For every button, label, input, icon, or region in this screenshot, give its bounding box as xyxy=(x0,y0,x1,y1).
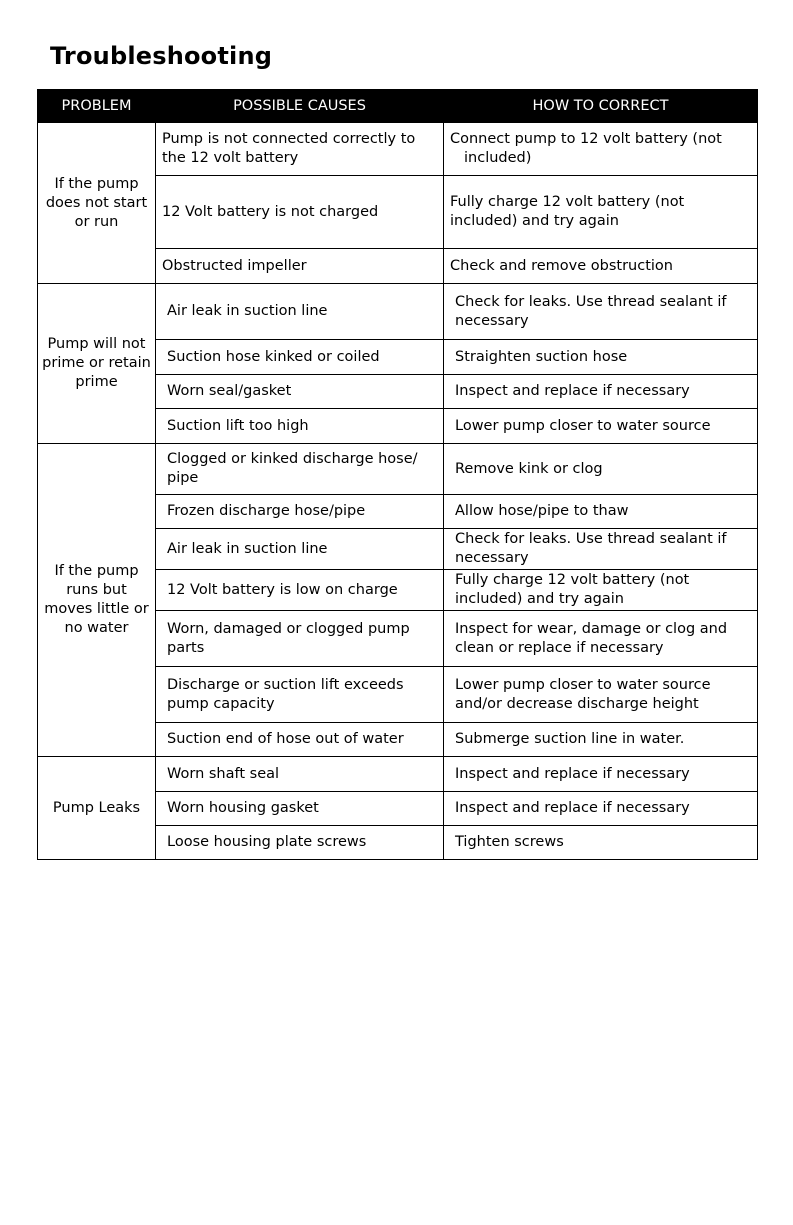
cause-cell: Air leak in suction line xyxy=(156,284,444,340)
cause-cell: Pump is not connected correctly to the 12 volt battery xyxy=(156,123,444,176)
cause-cell: Frozen discharge hose/pipe xyxy=(156,495,444,529)
cause-cell: Worn housing gasket xyxy=(156,792,444,826)
correct-cell: Lower pump closer to water source xyxy=(444,409,758,444)
troubleshooting-table xyxy=(37,89,758,860)
cause-cell: Worn seal/gasket xyxy=(156,375,444,409)
table-row xyxy=(38,757,758,792)
cause-cell: Air leak in suction line xyxy=(156,529,444,570)
correct-cell: Remove kink or clog xyxy=(444,444,758,495)
problem-cell: Pump Leaks xyxy=(38,757,156,860)
header-row xyxy=(38,90,758,123)
page-title: Troubleshooting xyxy=(50,42,273,70)
correct-cell: Straighten suction hose xyxy=(444,340,758,375)
correct-cell: Inspect and replace if necessary xyxy=(444,375,758,409)
problem-cell: If the pump runs but moves little or no water xyxy=(38,444,156,757)
correct-cell: Fully charge 12 volt battery (not included) and try again xyxy=(444,570,758,611)
cause-cell: Loose housing plate screws xyxy=(156,826,444,860)
cause-cell: Suction hose kinked or coiled xyxy=(156,340,444,375)
problem-cell: If the pump does not start or run xyxy=(38,123,156,284)
table-row xyxy=(38,444,758,495)
group-pump-does-not-start xyxy=(38,123,758,284)
correct-cell: Fully charge 12 volt battery (not included) and try again xyxy=(444,176,758,249)
cause-cell: 12 Volt battery is low on charge xyxy=(156,570,444,611)
cause-cell: Worn shaft seal xyxy=(156,757,444,792)
table-header xyxy=(38,90,758,123)
correct-cell: Tighten screws xyxy=(444,826,758,860)
group-pump-will-not-prime xyxy=(38,284,758,444)
correct-cell: Check for leaks. Use thread sealant if necessary xyxy=(444,284,758,340)
correct-cell: Allow hose/pipe to thaw xyxy=(444,495,758,529)
problem-cell: Pump will not prime or retain prime xyxy=(38,284,156,444)
cause-cell: Suction end of hose out of water xyxy=(156,723,444,757)
cause-cell: Clogged or kinked discharge hose/ pipe xyxy=(156,444,444,495)
correct-cell: Inspect for wear, damage or clog and clean or replace if necessary xyxy=(444,611,758,667)
cause-cell: Suction lift too high xyxy=(156,409,444,444)
correct-cell: Lower pump closer to water source and/or decrease discharge height xyxy=(444,667,758,723)
cause-cell: Obstructed impeller xyxy=(156,249,444,284)
correct-cell: Connect pump to 12 volt battery (not included) xyxy=(444,123,758,176)
cause-cell: Worn, damaged or clogged pump parts xyxy=(156,611,444,667)
table-row xyxy=(38,123,758,176)
header-how-to-correct: HOW TO CORRECT xyxy=(444,90,758,123)
correct-cell: Check for leaks. Use thread sealant if necessary xyxy=(444,529,758,570)
correct-cell: Check and remove obstruction xyxy=(444,249,758,284)
correct-cell: Submerge suction line in water. xyxy=(444,723,758,757)
group-pump-leaks xyxy=(38,757,758,860)
table-row xyxy=(38,284,758,340)
group-pump-moves-little-water xyxy=(38,444,758,757)
header-possible-causes: POSSIBLE CAUSES xyxy=(156,90,444,123)
header-problem: PROBLEM xyxy=(38,90,156,123)
cause-cell: Discharge or suction lift exceeds pump capacity xyxy=(156,667,444,723)
correct-cell: Inspect and replace if necessary xyxy=(444,792,758,826)
correct-cell: Inspect and replace if necessary xyxy=(444,757,758,792)
cause-cell: 12 Volt battery is not charged xyxy=(156,176,444,249)
